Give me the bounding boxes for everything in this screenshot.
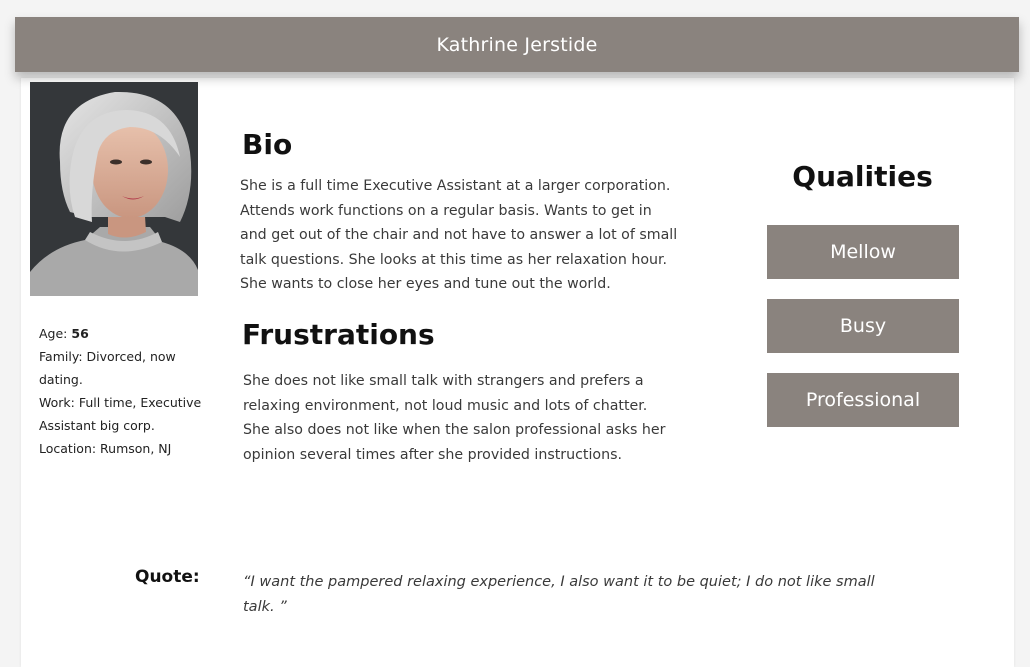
bio-heading: Bio [242, 128, 293, 161]
family-row: Family: Divorced, now dating. [39, 349, 176, 387]
qualities-heading: Qualities [792, 160, 933, 193]
quality-mellow [767, 225, 959, 279]
age-row [39, 322, 209, 345]
age-value: 56 [71, 326, 89, 341]
age-label: Age: [39, 326, 72, 341]
location-row: Location: Rumson, NJ [39, 441, 172, 456]
quality-label: Professional [805, 389, 921, 411]
quote-text: “I want the pampered relaxing experience, I also want it to be quiet; I do not like small talk. ” [243, 574, 875, 615]
frustrations-heading: Frustrations [242, 318, 435, 351]
portrait-illustration [30, 82, 198, 296]
quality-professional [767, 373, 959, 427]
quote-label: Quote: [135, 567, 200, 587]
bio-text: She is a full time Executive Assistant at a larger corporation. Attends work functions on a regular basis. Wants to get in and get out of the chair and not have to answer a lot of small talk questions. She looks at this time as her relaxation hour. She wants to close her eyes and tune out the world. [240, 178, 678, 293]
quality-label: Mellow [830, 241, 896, 263]
persona-name-banner [15, 17, 1019, 72]
work-row: Work: Full time, Executive Assistant big corp. [39, 395, 202, 433]
portrait-photo [30, 82, 198, 296]
persona-name: Kathrine Jerstide [436, 33, 598, 56]
quality-busy [767, 299, 959, 353]
frustrations-text: She does not like small talk with strangers and prefers a relaxing environment, not loud music and lots of chatter. She also does not like when the salon professional asks her opinion several times after she provided instructions. [243, 373, 666, 463]
quality-label: Busy [839, 315, 887, 337]
profile-details [39, 322, 209, 460]
